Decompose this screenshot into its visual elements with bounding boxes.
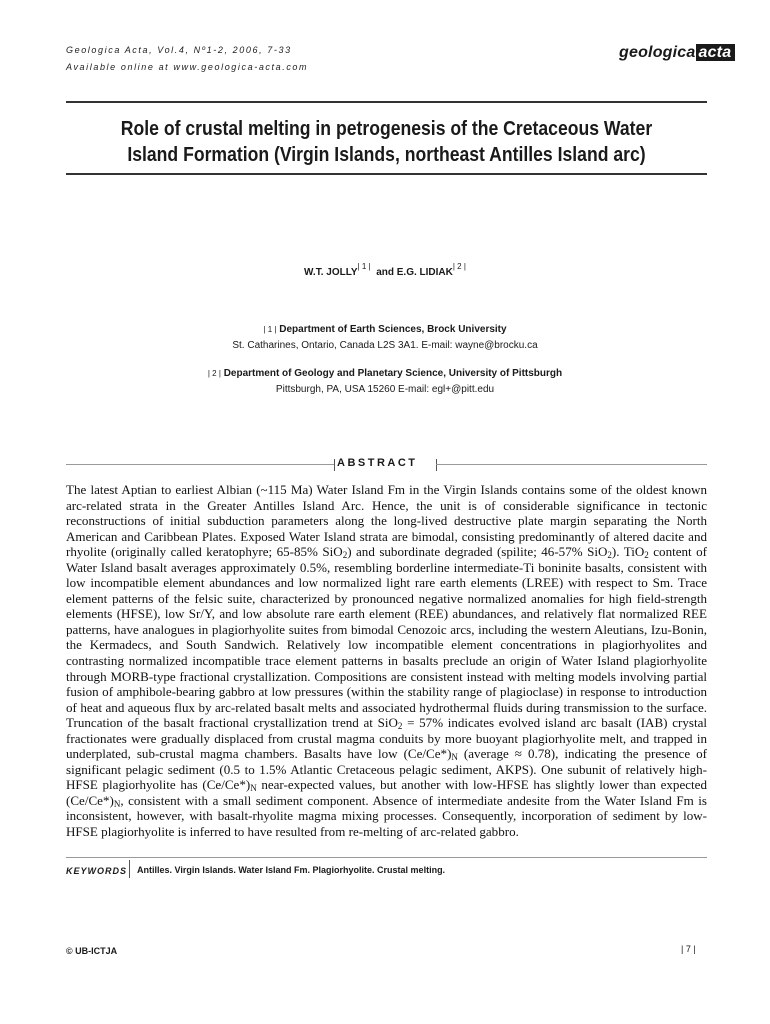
keywords-divider [129, 860, 130, 878]
abstract-heading-bar [66, 456, 707, 472]
title-bottom-rule [66, 173, 707, 175]
paper-title: Role of crustal melting in petrogenesis of the Cretaceous Water Island Formation (Virgin Islands, northeast Antilles Island arc) [120, 118, 653, 166]
affiliation-dept: Department of Earth Sciences, Brock University [279, 324, 507, 335]
affiliation-address: Pittsburgh, PA, USA 15260 E-mail: egl+@pitt.edu [275, 384, 495, 395]
keywords-rule [66, 857, 707, 858]
author-jolly: W.T. JOLLY [304, 267, 358, 278]
abstract-heading: ABSTRACT [337, 457, 418, 469]
author-line [0, 262, 770, 278]
journal-online-url[interactable]: Available online at www.geologica-acta.com [66, 62, 309, 72]
abstract-rule-left [66, 464, 334, 465]
affiliation-mark: | 2 | [207, 369, 221, 378]
affiliation-2 [0, 366, 770, 398]
journal-logo [619, 44, 735, 62]
journal-citation: Geologica Acta, Vol.4, Nº1-2, 2006, 7-33 [66, 45, 292, 55]
journal-header [66, 42, 308, 76]
abstract-rule-right [436, 464, 707, 465]
page-number: | 7 | [681, 944, 696, 954]
logo-geologica: geologica [619, 44, 696, 61]
author-connector-lidiak: and E.G. LIDIAK [376, 267, 453, 278]
footer-copyright: © UB-ICTJA [66, 946, 118, 956]
abstract-text: The latest Aptian to earliest Albian (~115 Ma) Water Island Fm in the Virgin Islands contains some of the oldest known arc-related strata in the Greater Antilles Island Arc. Hence, the unit is of considerable significance in tectonic reconstructions of initial subduction parameters along the long-lived destructive plate margin separating the North American and Caribbean Plates. Exposed Water Island strata are bimodal, consisting predominantly of altered dacite and rhyolite (originally called keratophyre; 65-85% SiO$_2$) and subordinate degraded (spilite; 46-57% SiO$_2$). TiO$_2$ content of Water Island basalt averages approximately 0.5%, resembling borderline intermediate-Ti boninite basalts, consistent with low incompatible element abundances and low normalized light rare earth elements (LREE) with respect to Sm. Trace element patterns of the felsic suite, characterized by pronounced negative normalized anomalies for high field-strength elements (HFSE), low Sr/Y, and low absolute rare earth element (REE) abundances, and relatively flat normalized REE patterns, have analogues in plagiorhyolite suites from bimodal Cenozoic arcs, including the western Aleutians, Izu-Bonin, the Kermadecs, and South Sandwich. Relatively low incompatible element concentrations in plagiorhyolites and contrasting normalized incompatible trace element patterns in basalts preclude an origin of Water Island plagiorhyolite through MORB-type fractional crystallization. Compositions are consistent instead with melting models involving partial fusion of amphibole-bearing gabbro at low pressures (within the stability range of plagioclase) in response to introduction of heat and aqueous flux by arc-related basalt melts and associated hydrothermal fluids during transmission to the surface. Truncation of the basalt fractional crystallization trend at SiO$_2$ = 57% indicates evolved island arc basalt (IAB) crystal fractionates were gradually displaced from crustal magma conduits by more buoyant plagiorhyolite melt, and trapped in underplated, sub-crustal magma chambers. Basalts have low $(Ce/Ce*)_N$ (average ≈ 0.78), indicating the presence of significant pelagic sediment (0.5 to 1.5% Atlantic Cretaceous pelagic sediment, AKPS). One subunit of relatively high-HFSE plagiorhyolite has $(Ce/Ce*)_N$ near-expected values, but another with low-HFSE has slightly lower than expected $(Ce/Ce*)_N$, consistent with a small sediment component. Absence of intermediate andesite from the Water Island Fm is inconsistent, however, with basalt-rhyolite magma mixing processes. Consequently, incorporation of sediment by low-HFSE plagiorhyolite is inferred to have resulted from re-melting of arc-related gabbro. [66, 482, 707, 840]
affiliation-dept: Department of Geology and Planetary Science, University of Pittsburgh [223, 368, 563, 379]
abstract-rule-cap-left [334, 459, 335, 471]
affiliation-mark: | 1 | [263, 325, 277, 334]
affiliation-address: St. Catharines, Ontario, Canada L2S 3A1. E-mail: wayne@brocku.ca [232, 340, 538, 351]
logo-acta: acta [696, 44, 735, 61]
title-top-rule [66, 101, 707, 103]
keywords-label: KEYWORDS [66, 866, 128, 876]
affiliation-1 [0, 322, 770, 354]
author-mark-1: | 1 | [357, 262, 371, 271]
abstract-rule-cap-right [436, 459, 437, 471]
keywords-text: Antilles. Virgin Islands. Water Island Fm. Plagiorhyolite. Crustal melting. [137, 865, 446, 875]
author-mark-2: | 2 | [452, 262, 466, 271]
